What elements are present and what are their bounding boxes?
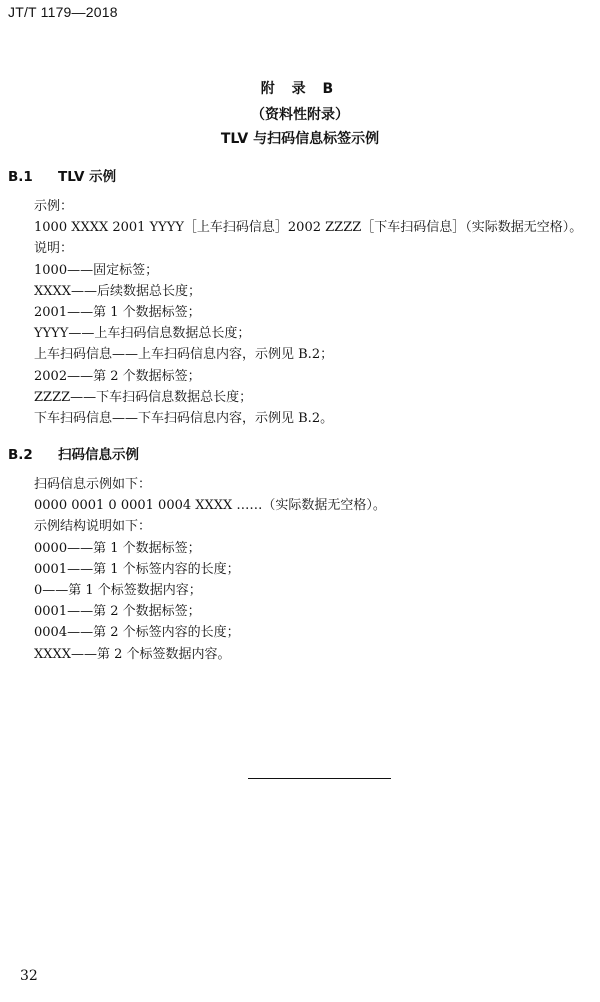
explanation-item: YYYY——上车扫码信息数据总长度； bbox=[34, 326, 251, 342]
structure-item: 0004——第 2 个标签内容的长度； bbox=[34, 625, 240, 641]
section-title: TLV 示例 bbox=[58, 169, 117, 185]
section-heading-b1 bbox=[8, 165, 116, 185]
structure-item: 0000——第 1 个数据标签； bbox=[34, 540, 201, 556]
explanation-item: 上车扫码信息——上车扫码信息内容，示例见 B.2； bbox=[34, 347, 334, 363]
structure-item: 0001——第 1 个标签内容的长度； bbox=[34, 561, 240, 577]
structure-label: 示例结构说明如下： bbox=[34, 519, 152, 535]
section-body-b2 bbox=[34, 474, 594, 665]
example-label: 示例： bbox=[34, 199, 74, 214]
section-number: B.2 bbox=[8, 447, 33, 463]
appendix-label: 附 录 B bbox=[260, 81, 340, 97]
explanation-item: ZZZZ——下车扫码信息数据总长度； bbox=[34, 389, 253, 405]
explanation-item: 下车扫码信息——下车扫码信息内容，示例见 B.2。 bbox=[34, 411, 334, 427]
appendix-nature: （资料性附录） bbox=[251, 107, 349, 123]
section-heading-b2 bbox=[8, 443, 139, 463]
explanation-item: 1000——固定标签； bbox=[34, 262, 159, 278]
structure-item: XXXX——第 2 个标签数据内容。 bbox=[34, 646, 231, 662]
explanation-label: 说明： bbox=[34, 241, 74, 257]
structure-item: 0001——第 2 个数据标签； bbox=[34, 604, 201, 620]
structure-item: 0——第 1 个标签数据内容； bbox=[34, 583, 202, 599]
standard-code: JT/T 1179—2018 bbox=[8, 4, 118, 20]
scan-example-line: 0000 0001 0 0001 0004 XXXX ……（实际数据无空格）。 bbox=[34, 498, 386, 514]
section-number: B.1 bbox=[8, 169, 33, 185]
end-of-appendix-rule bbox=[248, 778, 391, 779]
appendix-title: TLV 与扫码信息标签示例 bbox=[220, 131, 380, 147]
intro-line: 扫码信息示例如下： bbox=[34, 477, 152, 492]
page-number: 32 bbox=[20, 968, 38, 984]
explanation-item: 2002——第 2 个数据标签； bbox=[34, 368, 201, 384]
tlv-example-line: 1000 XXXX 2001 YYYY［上车扫码信息］2002 ZZZZ［下车扫码信息］（实际数据无空格）。 bbox=[34, 220, 583, 236]
section-body-b1 bbox=[34, 196, 594, 429]
section-title: 扫码信息示例 bbox=[58, 447, 139, 463]
explanation-item: XXXX——后续数据总长度； bbox=[34, 283, 202, 299]
explanation-item: 2001——第 1 个数据标签； bbox=[34, 305, 201, 321]
